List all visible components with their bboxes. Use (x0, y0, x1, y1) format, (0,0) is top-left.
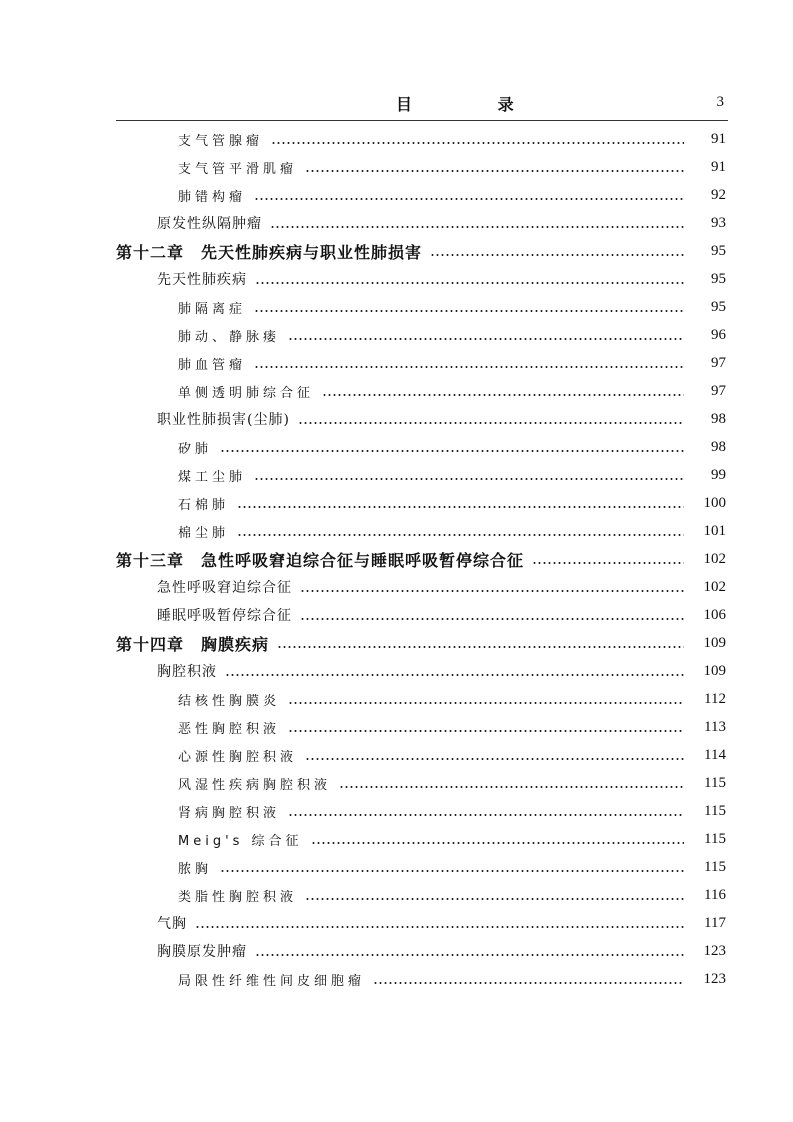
toc-entry-page: 109 (703, 662, 726, 679)
toc-entry-label: 肺错构瘤 (178, 189, 247, 205)
dot-leader (220, 860, 684, 874)
toc-entry-page: 123 (703, 970, 726, 987)
toc-entry-label: 类脂性胸腔积液 (178, 889, 298, 905)
dot-leader (270, 216, 684, 230)
dot-leader (254, 468, 684, 482)
toc-entry-label: 急性呼吸窘迫综合征 (157, 580, 292, 596)
toc-entry-page: 101 (703, 522, 726, 539)
toc-entry-page: 123 (703, 942, 726, 959)
toc-entry-label: 肾病胸腔积液 (178, 805, 281, 821)
toc-entry-label: 原发性纵隔肿瘤 (157, 216, 262, 232)
toc-entry-label: 矽肺 (178, 441, 213, 457)
dot-leader (288, 328, 684, 342)
toc-entry-page: 98 (711, 410, 726, 427)
toc-entry-label: 气胸 (157, 916, 187, 932)
dot-leader (311, 832, 684, 846)
page-title: 目 录 (396, 95, 554, 114)
toc-entry-label: 恶性胸腔积液 (178, 721, 281, 737)
dot-leader (237, 496, 684, 510)
toc-entry-page: 100 (703, 494, 726, 511)
toc-entry-label: 支气管平滑肌瘤 (178, 161, 298, 177)
dot-leader (254, 356, 684, 370)
toc-entry[interactable] (0, 937, 793, 965)
toc-entry-label: 肺动、静脉瘘 (178, 329, 281, 345)
dot-leader (298, 412, 684, 426)
toc-entry-label: 棉尘肺 (178, 525, 230, 541)
dot-leader (305, 748, 684, 762)
toc-entry[interactable] (0, 125, 793, 153)
toc-entry-label: 肺血管瘤 (178, 357, 247, 373)
toc-entry-page: 117 (704, 914, 726, 931)
toc-entry[interactable] (0, 713, 793, 741)
toc-entry-label: 局限性纤维性间皮细胞瘤 (178, 973, 366, 989)
toc-entry[interactable] (0, 349, 793, 377)
toc-entry-page: 96 (711, 326, 726, 343)
toc-entry-label: 第十二章 先天性肺疾病与职业性肺损害 (116, 242, 423, 262)
toc-entry[interactable] (0, 489, 793, 517)
toc-entry-page: 115 (704, 774, 726, 791)
dot-leader (255, 944, 684, 958)
toc-entry-page: 93 (711, 214, 726, 231)
toc-entry[interactable] (0, 965, 793, 993)
toc-entry[interactable] (0, 853, 793, 881)
toc-entry-label: 风湿性疾病胸腔积液 (178, 777, 332, 793)
header-rule (116, 120, 728, 121)
toc-entry-page: 97 (711, 354, 726, 371)
dot-leader (271, 132, 684, 146)
page-header (116, 86, 724, 118)
toc-entry-label: 石棉肺 (178, 497, 230, 513)
toc-entry-label: 第十四章 胸膜疾病 (116, 634, 270, 654)
dot-leader (195, 916, 684, 930)
toc-entry-page: 115 (704, 858, 726, 875)
toc-entry[interactable] (0, 181, 793, 209)
page-number: 3 (716, 94, 724, 110)
toc-entry-label: 脓胸 (178, 861, 213, 877)
toc-entry-page: 102 (703, 578, 726, 595)
toc-entry[interactable] (0, 321, 793, 349)
toc-entry-page: 95 (711, 242, 726, 259)
toc-entry[interactable] (0, 601, 793, 629)
toc-entry-page: 95 (711, 298, 726, 315)
toc-entry-page: 92 (711, 186, 726, 203)
toc-entry-label: 煤工尘肺 (178, 469, 247, 485)
toc-entry-page: 112 (704, 690, 726, 707)
dot-leader (277, 636, 684, 650)
toc-entry[interactable] (0, 741, 793, 769)
dot-leader (288, 720, 684, 734)
toc-entry-label: 胸膜原发肿瘤 (157, 944, 247, 960)
dot-leader (430, 244, 684, 258)
dot-leader (254, 300, 684, 314)
toc-entry-page: 115 (704, 830, 726, 847)
dot-leader (288, 804, 684, 818)
toc-entry[interactable] (0, 657, 793, 685)
dot-leader (532, 552, 684, 566)
toc-entry-label: 职业性肺损害(尘肺) (157, 412, 290, 428)
toc-chapter[interactable] (0, 237, 793, 265)
toc-entry[interactable] (0, 293, 793, 321)
dot-leader (300, 608, 684, 622)
toc-entry[interactable] (0, 405, 793, 433)
toc-entry-page: 109 (703, 634, 726, 651)
toc-entry-page: 99 (711, 466, 726, 483)
toc-entry-label: 肺隔离症 (178, 301, 247, 317)
toc-entry[interactable] (0, 265, 793, 293)
toc-entry-page: 106 (703, 606, 726, 623)
toc-entry-page: 91 (711, 130, 726, 147)
toc-entry-page: 98 (711, 438, 726, 455)
toc-entry[interactable] (0, 433, 793, 461)
toc-entry-page: 115 (704, 802, 726, 819)
toc-entry-page: 97 (711, 382, 726, 399)
toc-entry[interactable] (0, 517, 793, 545)
dot-leader (255, 272, 684, 286)
toc-entry-label: 心源性胸腔积液 (178, 749, 298, 765)
toc-entry[interactable] (0, 573, 793, 601)
toc-entry-label: 支气管腺瘤 (178, 133, 264, 149)
dot-leader (288, 692, 684, 706)
dot-leader (220, 440, 684, 454)
toc-entry-page: 95 (711, 270, 726, 287)
toc-entry-page: 114 (704, 746, 726, 763)
toc-chapter[interactable] (0, 545, 793, 573)
toc-entry[interactable] (0, 377, 793, 405)
toc-entry[interactable] (0, 797, 793, 825)
toc-entry-label: 单侧透明肺综合征 (178, 385, 315, 401)
toc-entry-label: Meig's 综合征 (178, 833, 303, 849)
toc-entry-label: 睡眠呼吸暂停综合征 (157, 608, 292, 624)
toc-entry-page: 116 (704, 886, 726, 903)
dot-leader (300, 580, 684, 594)
toc-entry-page: 91 (711, 158, 726, 175)
toc-entry[interactable] (0, 909, 793, 937)
dot-leader (322, 384, 684, 398)
dot-leader (225, 664, 684, 678)
toc-entry-page: 102 (703, 550, 726, 567)
dot-leader (305, 888, 684, 902)
dot-leader (373, 972, 684, 986)
toc-entry[interactable] (0, 825, 793, 853)
toc-entry[interactable] (0, 769, 793, 797)
table-of-contents (0, 125, 793, 993)
dot-leader (237, 524, 684, 538)
toc-entry-label: 胸腔积液 (157, 664, 217, 680)
toc-entry-label: 先天性肺疾病 (157, 272, 247, 288)
dot-leader (254, 188, 684, 202)
toc-chapter[interactable] (0, 629, 793, 657)
dot-leader (339, 776, 684, 790)
toc-entry[interactable] (0, 685, 793, 713)
toc-entry-label: 第十三章 急性呼吸窘迫综合征与睡眠呼吸暂停综合征 (116, 550, 525, 570)
toc-entry[interactable] (0, 461, 793, 489)
toc-entry[interactable] (0, 881, 793, 909)
dot-leader (305, 160, 684, 174)
toc-entry-label: 结核性胸膜炎 (178, 693, 281, 709)
toc-entry-page: 113 (704, 718, 726, 735)
toc-entry[interactable] (0, 209, 793, 237)
toc-entry[interactable] (0, 153, 793, 181)
